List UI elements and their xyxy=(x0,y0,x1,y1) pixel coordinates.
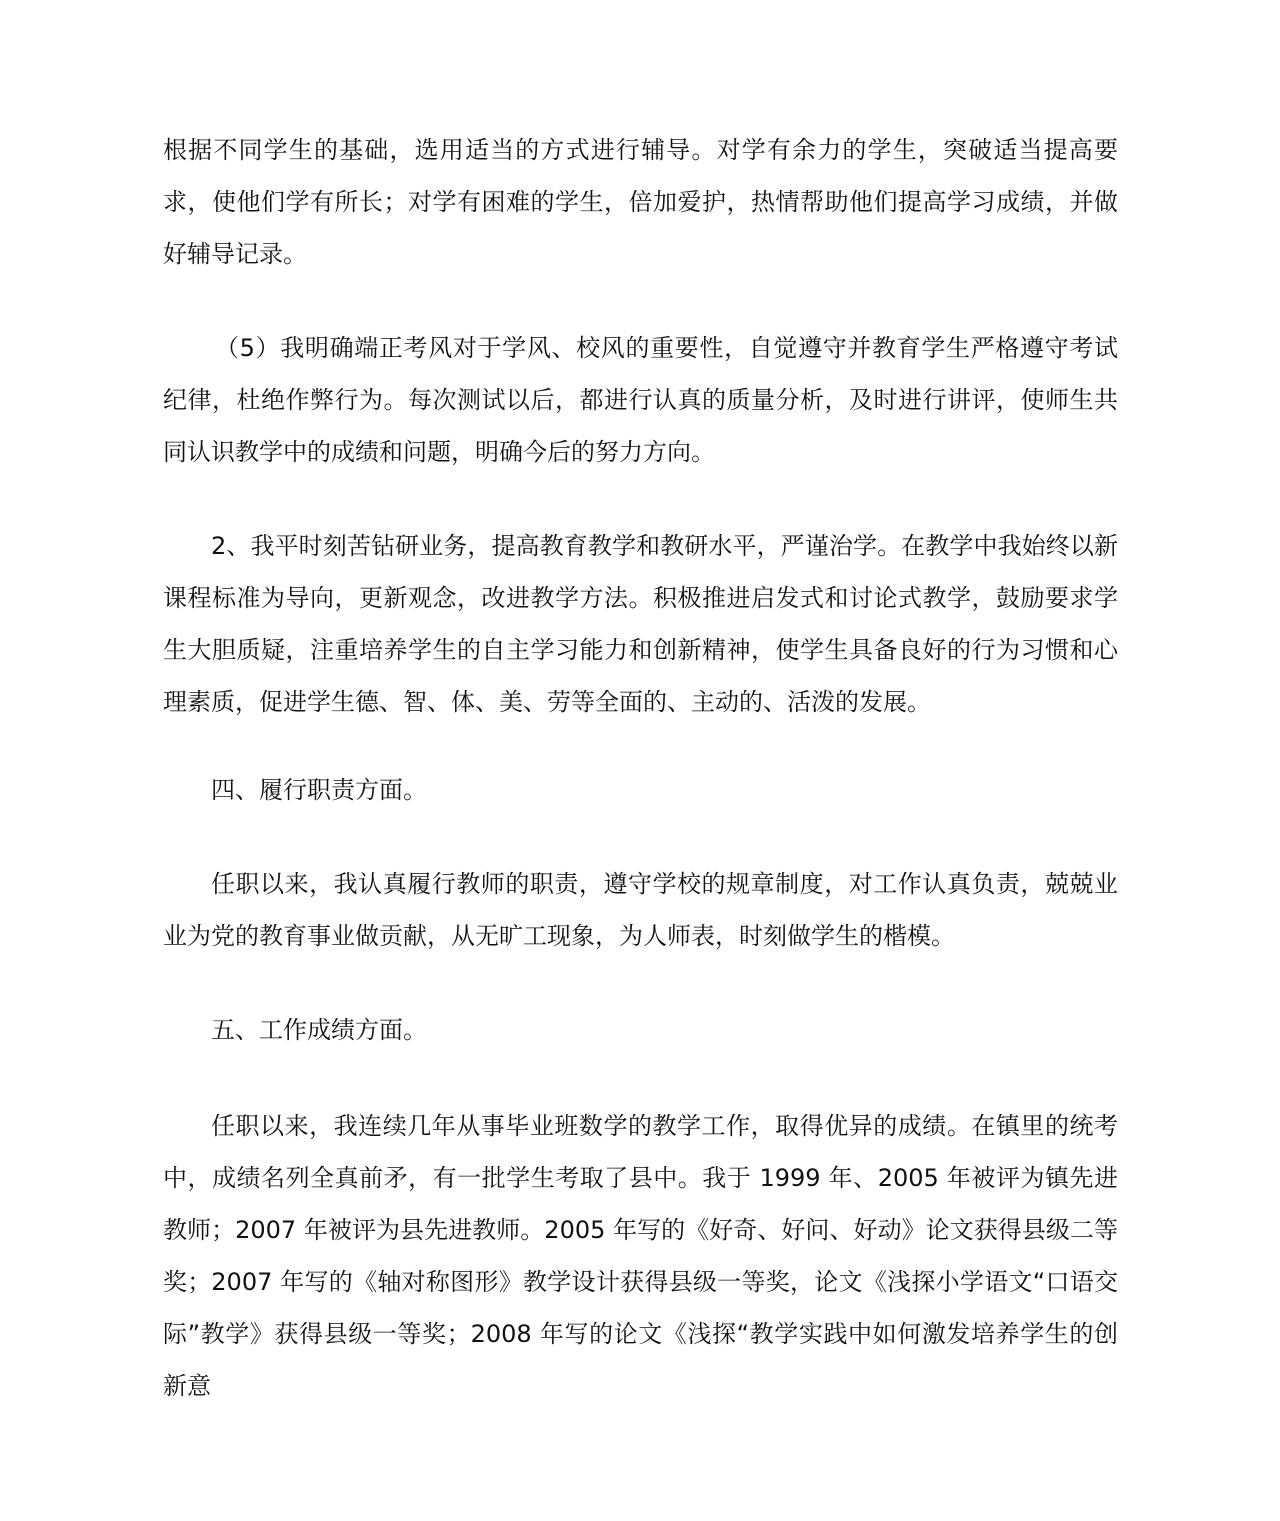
section-heading-achievements: 五、工作成绩方面。 xyxy=(211,1016,427,1044)
paragraph-research: 2、我平时刻苦钻研业务，提高教育教学和教研水平，严谨治学。在教学中我始终以新课程标准为导向，更新观念，改进教学方法。积极推进启发式和讨论式教学，鼓励要求学生大胆质疑，注重培养学生的自主学习能力和创新精神，使学生具备良好的行为习惯和心理素质，促进学生德、智、体、美、劳等全面的、主动的、活泼的发展。 xyxy=(163,532,1118,716)
paragraph-exam-discipline: （5）我明确端正考风对于学风、校风的重要性，自觉遵守并教育学生严格遵守考试纪律，杜绝作弊行为。每次测试以后，都进行认真的质量分析，及时进行讲评，使师生共同认识教学中的成绩和问题，明确今后的努力方向。 xyxy=(163,334,1118,466)
paragraph-tutoring: 根据不同学生的基础，选用适当的方式进行辅导。对学有余力的学生，突破适当提高要求，使他们学有所长；对学有困难的学生，倍加爱护，热情帮助他们提高学习成绩，并做好辅导记录。 xyxy=(163,136,1118,268)
paragraph-duties: 任职以来，我认真履行教师的职责，遵守学校的规章制度，对工作认真负责，兢兢业业为党的教育事业做贡献，从无旷工现象，为人师表，时刻做学生的楷模。 xyxy=(163,870,1118,950)
paragraph-achievements: 任职以来，我连续几年从事毕业班数学的教学工作，取得优异的成绩。在镇里的统考中，成绩名列全真前矛，有一批学生考取了县中。我于 1999 年、2005 年被评为镇先进教师；2007 年被评为县先进教师。2005 年写的《好奇、好问、好动》论文获得县级二等奖；2007 年写的《轴对称图形》教学设计获得县级一等奖，论文《浅探小学语文“口语交际”教学》获得县级一等奖；2008 年写的论文《浅探“教学实践中如何激发培养学生的创新意 xyxy=(163,1112,1118,1400)
section-heading-duties: 四、履行职责方面。 xyxy=(211,776,427,804)
